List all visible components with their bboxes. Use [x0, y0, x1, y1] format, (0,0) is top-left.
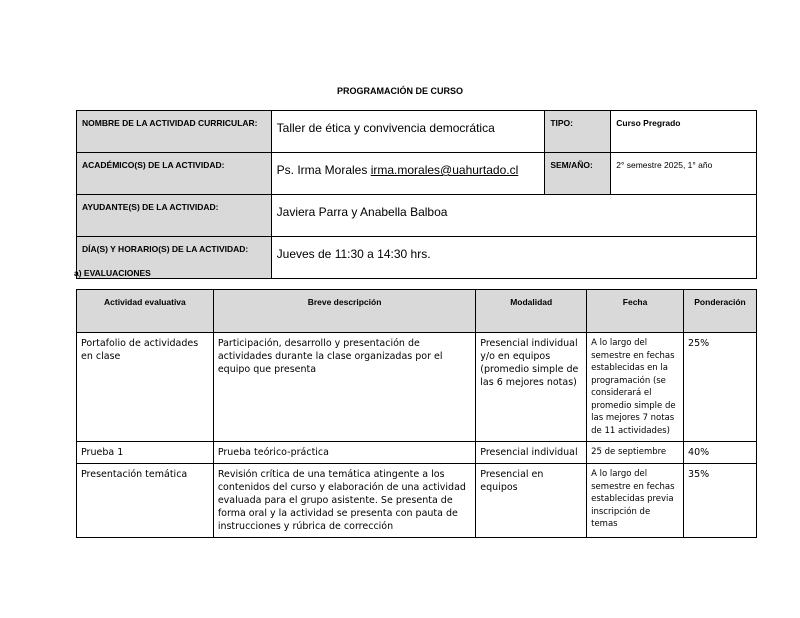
cell-ponderacion: 25%	[684, 333, 757, 442]
cell-ponderacion: 40%	[684, 442, 757, 464]
ayudante-label: AYUDANTE(S) DE LA ACTIVIDAD:	[77, 195, 272, 237]
header-actividad: Actividad evaluativa	[77, 290, 214, 333]
cell-descripcion: Participación, desarrollo y presentación de actividades durante la clase organizadas por el equipo que presenta	[213, 333, 475, 442]
academico-value	[271, 153, 545, 195]
nombre-value: Taller de ética y convivencia democrática	[271, 111, 545, 153]
academico-email-link[interactable]: irma.morales@uahurtado.cl	[370, 163, 519, 177]
horario-label: DÍA(S) Y HORARIO(S) DE LA ACTIVIDAD:	[77, 237, 272, 279]
header-ponderacion: Ponderación	[684, 290, 757, 333]
cell-actividad: Presentación temática	[77, 464, 214, 538]
academico-name: Ps. Irma Morales	[276, 163, 368, 177]
cell-descripcion: Revisión crítica de una temática atingente a los contenidos del curso y elaboración de una actividad evaluada para el grupo asistente. Se presenta de forma oral y la actividad se presenta con pauta de instrucciones y rúbrica de corrección	[213, 464, 475, 538]
header-modalidad: Modalidad	[476, 290, 587, 333]
evaluations-header-row	[77, 290, 757, 333]
horario-value: Jueves de 11:30 a 14:30 hrs.	[271, 237, 756, 279]
info-row-ayudante	[77, 195, 757, 237]
table-row	[77, 333, 757, 442]
cell-modalidad: Presencial individual y/o en equipos (promedio simple de las 6 mejores notas)	[476, 333, 587, 442]
evaluations-table	[76, 289, 757, 538]
tipo-label: TIPO:	[545, 111, 611, 153]
semestre-label: SEM/AÑO:	[545, 153, 611, 195]
cell-ponderacion: 35%	[684, 464, 757, 538]
cell-actividad: Prueba 1	[77, 442, 214, 464]
header-descripcion: Breve descripción	[213, 290, 475, 333]
course-info-table	[76, 110, 757, 279]
academico-label: ACADÉMICO(S) DE LA ACTIVIDAD:	[77, 153, 272, 195]
cell-fecha: A lo largo del semestre en fechas establecidas previa inscripción de temas	[587, 464, 684, 538]
cell-modalidad: Presencial individual	[476, 442, 587, 464]
header-fecha: Fecha	[587, 290, 684, 333]
info-row-horario	[77, 237, 757, 279]
ayudante-value: Javiera Parra y Anabella Balboa	[271, 195, 756, 237]
section-title-evaluaciones: a) EVALUACIONES	[74, 268, 151, 278]
cell-fecha: A lo largo del semestre en fechas establecidas en la programación (se considerará el promedio simple de las mejores 7 notas de 11 actividades)	[587, 333, 684, 442]
cell-fecha: 25 de septiembre	[587, 442, 684, 464]
document-title: PROGRAMACIÓN DE CURSO	[336, 86, 463, 96]
table-row	[77, 442, 757, 464]
semestre-value: 2° semestre 2025, 1° año	[611, 153, 757, 195]
cell-actividad: Portafolio de actividades en clase	[77, 333, 214, 442]
cell-descripcion: Prueba teórico-práctica	[213, 442, 475, 464]
nombre-label: NOMBRE DE LA ACTIVIDAD CURRICULAR:	[77, 111, 272, 153]
table-row	[77, 464, 757, 538]
tipo-value: Curso Pregrado	[611, 111, 757, 153]
info-row-nombre	[77, 111, 757, 153]
cell-modalidad: Presencial en equipos	[476, 464, 587, 538]
info-row-academico	[77, 153, 757, 195]
